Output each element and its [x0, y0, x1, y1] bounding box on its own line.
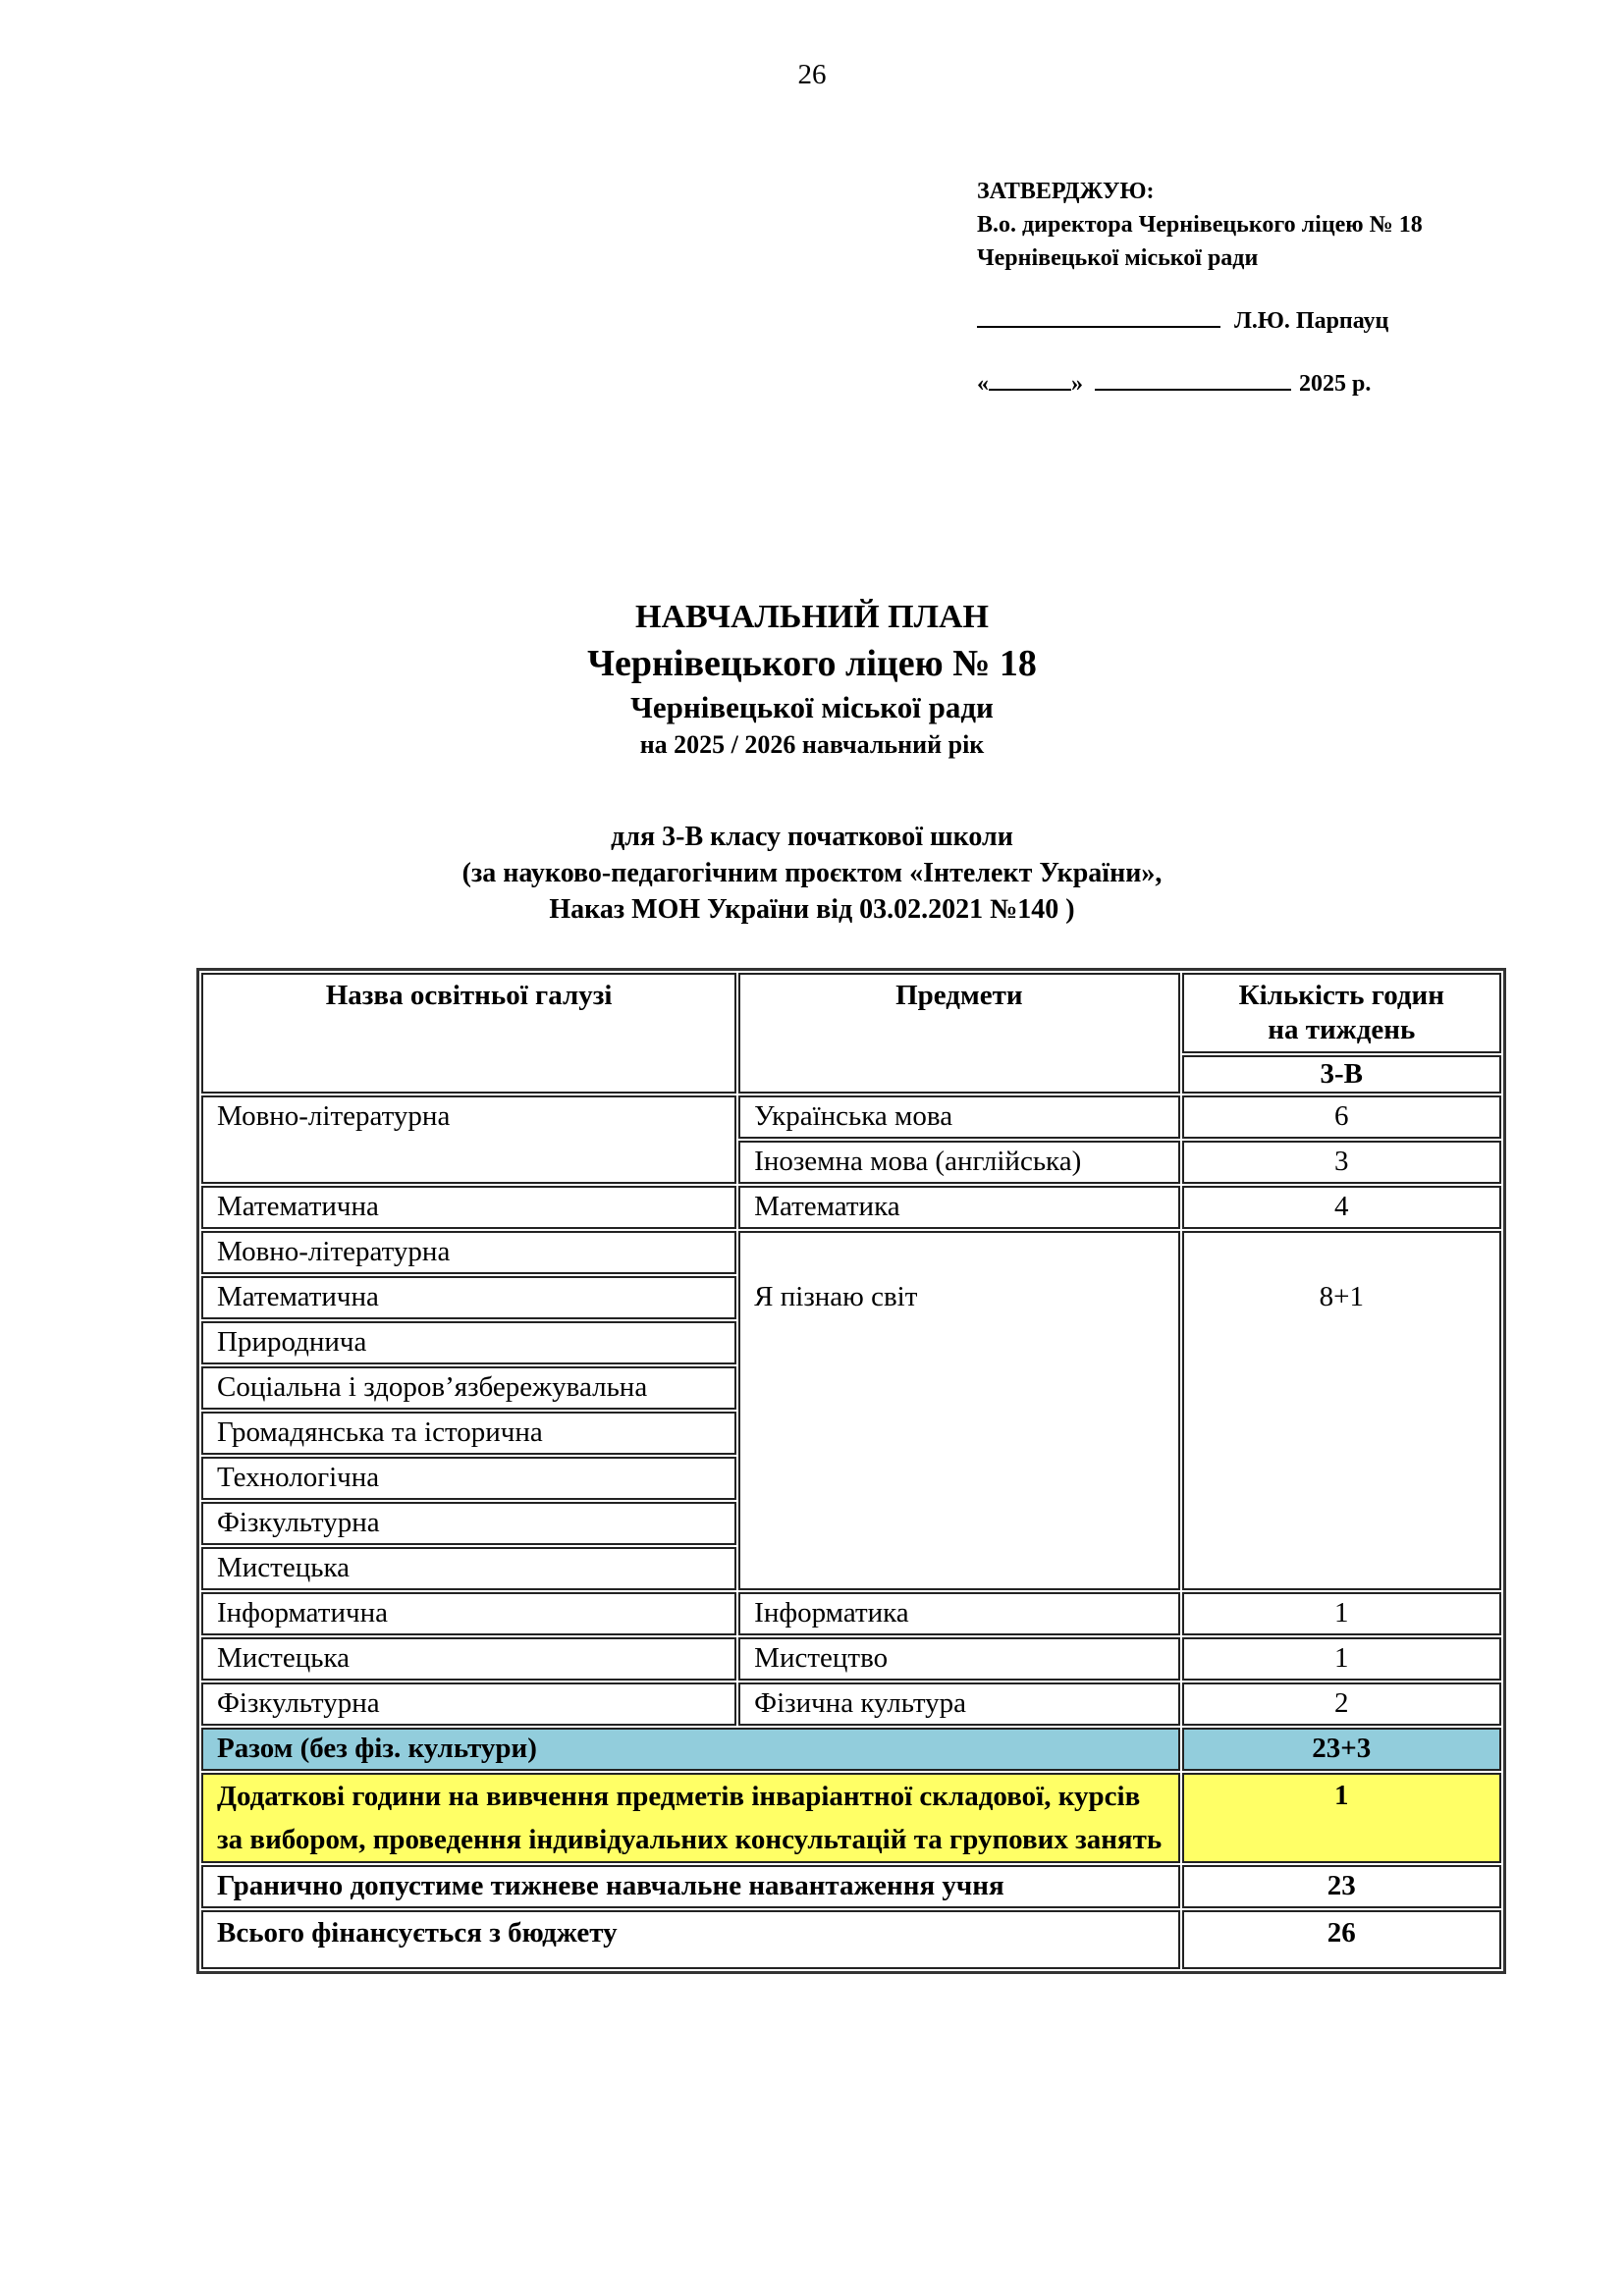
- extra-hours-label: Додаткові години на вивчення предметів інваріантної складової, курсів за вибором, проведення індивідуальних консультацій та групових занять: [201, 1773, 1180, 1863]
- curriculum-table: [196, 968, 1506, 1974]
- hours-cell: 6: [1182, 1095, 1501, 1139]
- field-cell: Фізкультурна: [201, 1682, 736, 1726]
- subject-cell: Математика: [738, 1186, 1179, 1229]
- page-number: 26: [797, 59, 827, 90]
- table-header-row: [201, 973, 1501, 1053]
- date-open-quote: «: [977, 371, 989, 397]
- table-row: [201, 1592, 1501, 1635]
- hours-cell: 4: [1182, 1186, 1501, 1229]
- approval-block: [977, 175, 1423, 400]
- hours-cell: 1: [1182, 1592, 1501, 1635]
- header-hours: [1182, 973, 1501, 1053]
- approval-position-line1: В.о. директора Чернівецького ліцею № 18: [977, 212, 1423, 238]
- header-hours-line2: на тиждень: [1268, 1014, 1416, 1045]
- header-hours-line1: Кількість годин: [1238, 980, 1444, 1011]
- title-line2: Чернівецького ліцею № 18: [587, 643, 1037, 684]
- approval-heading: ЗАТВЕРДЖУЮ:: [977, 179, 1155, 204]
- subject-cell: Іноземна мова (англійська): [738, 1141, 1179, 1184]
- date-year: 2025 р.: [1299, 371, 1372, 397]
- field-cell: Мовно-літературна: [201, 1231, 736, 1274]
- table-row: [201, 1231, 1501, 1274]
- title-line3: Чернівецької міської ради: [630, 690, 994, 724]
- field-cell: Математична: [201, 1276, 736, 1319]
- hours-cell: 1: [1182, 1637, 1501, 1681]
- integrated-hours-cell: [1182, 1231, 1501, 1590]
- table-row: [201, 1095, 1501, 1139]
- field-cell: Мовно-літературна: [201, 1095, 736, 1184]
- signature-row: [977, 304, 1423, 338]
- table-row: [201, 1637, 1501, 1681]
- table-row: [201, 1186, 1501, 1229]
- date-day-line: [989, 367, 1071, 391]
- title-line4: на 2025 / 2026 навчальний рік: [639, 730, 985, 759]
- date-row: [977, 367, 1423, 400]
- total-row: [201, 1728, 1501, 1771]
- date-close-quote: »: [1071, 371, 1083, 397]
- field-cell: Природнича: [201, 1321, 736, 1364]
- field-cell: Фізкультурна: [201, 1502, 736, 1545]
- signatory-name: Л.Ю. Парпауц: [1234, 308, 1389, 334]
- funded-row: [201, 1910, 1501, 1969]
- extra-hours-value: 1: [1182, 1773, 1501, 1863]
- header-field: Назва освітньої галузі: [201, 973, 736, 1094]
- hours-cell: 3: [1182, 1141, 1501, 1184]
- subject-cell: Мистецтво: [738, 1637, 1179, 1681]
- subject-cell: Фізична культура: [738, 1682, 1179, 1726]
- funded-value: 26: [1182, 1910, 1501, 1969]
- date-month-line: [1095, 367, 1291, 391]
- max-load-label: Гранично допустиме тижневе навчальне навантаження учня: [201, 1865, 1180, 1908]
- integrated-subject-cell: [738, 1231, 1179, 1590]
- title-line1: НАВЧАЛЬНИЙ ПЛАН: [635, 599, 989, 635]
- field-cell: Соціальна і здоров’язбережувальна: [201, 1366, 736, 1410]
- header-subjects: Предмети: [738, 973, 1179, 1094]
- subtitle-line3: Наказ МОН України від 03.02.2021 №140 ): [549, 894, 1075, 925]
- extra-hours-row: [201, 1773, 1501, 1863]
- field-cell: Технологічна: [201, 1457, 736, 1500]
- signature-line: [977, 304, 1220, 328]
- subtitle-line2: (за науково-педагогічним проєктом «Інтелект України»,: [461, 858, 1163, 888]
- max-load-row: [201, 1865, 1501, 1908]
- subject-cell: Українська мова: [738, 1095, 1179, 1139]
- field-cell: Мистецька: [201, 1637, 736, 1681]
- approval-position-line2: Чернівецької міської ради: [977, 245, 1259, 271]
- subtitle-line1: для 3-В класу початкової школи: [611, 822, 1013, 852]
- field-cell: Інформатична: [201, 1592, 736, 1635]
- integrated-subject: Я пізнаю світ: [754, 1281, 918, 1312]
- hours-cell: 2: [1182, 1682, 1501, 1726]
- funded-label: Всього фінансується з бюджету: [201, 1910, 1180, 1969]
- max-load-value: 23: [1182, 1865, 1501, 1908]
- subject-cell: Інформатика: [738, 1592, 1179, 1635]
- field-cell: Математична: [201, 1186, 736, 1229]
- document-subtitle: [0, 819, 1624, 928]
- integrated-hours: 8+1: [1319, 1281, 1364, 1312]
- total-label: Разом (без фіз. культури): [201, 1728, 1180, 1771]
- field-cell: Громадянська та історична: [201, 1412, 736, 1455]
- table-row: [201, 1682, 1501, 1726]
- header-class: 3-В: [1182, 1055, 1501, 1094]
- total-value: 23+3: [1182, 1728, 1501, 1771]
- document-title: [0, 595, 1624, 762]
- field-cell: Мистецька: [201, 1547, 736, 1590]
